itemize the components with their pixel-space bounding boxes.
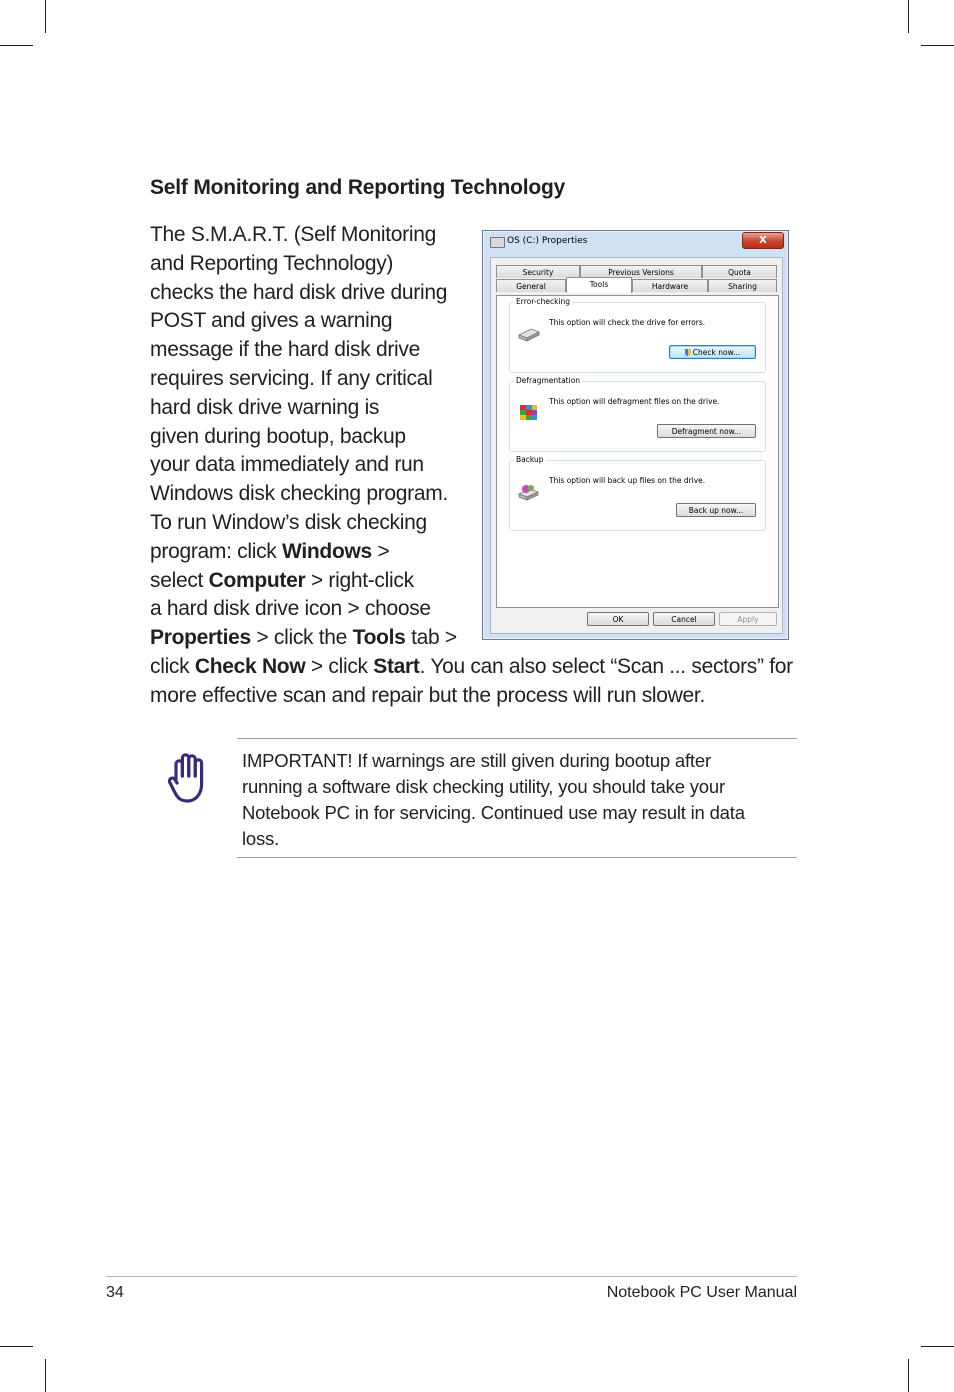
group-title: Backup [516,455,544,464]
body-line: and Reporting Technology) [150,251,394,275]
manual-title: Notebook PC User Manual [606,1284,797,1301]
body-text: tab > [405,626,457,650]
bold-term: Tools [352,626,406,650]
group-description: This option will check the drive for errors. [549,318,706,327]
back-up-now-button[interactable]: Back up now... [676,503,756,517]
body-line: message if the hard disk drive [150,338,420,362]
close-button[interactable]: X [742,232,784,249]
note-line: Notebook PC in for servicing. Continued use may result in data [242,802,745,823]
body-line: more effective scan and repair but the process will run slower. [150,683,705,707]
body-line [150,653,800,682]
group-title: Error-checking [516,297,571,306]
body-line: hard disk drive warning is [150,395,380,419]
note-top-rule [237,738,797,739]
body-line: given during bootup, backup [150,424,406,448]
body-text: > click the [250,626,353,650]
body-text: . You can also select “Scan ... sectors” for [419,654,793,678]
group-title: Defragmentation [516,376,581,385]
tab-tools[interactable]: Tools [566,277,632,293]
note-line: loss. [242,828,280,849]
bold-term: Start [373,654,420,678]
tab-previous-versions[interactable]: Previous Versions [580,265,702,278]
backup-icon [517,481,541,503]
important-note [242,748,797,852]
body-text: > click [305,654,374,678]
body-text: select [150,568,209,592]
ok-button[interactable]: OK [587,612,649,626]
body-line: To run Window’s disk checking [150,510,427,534]
crop-mark [0,45,33,46]
body-line: a hard disk drive icon > choose [150,597,431,621]
bold-term: Properties [150,626,251,650]
dialog-client [490,257,783,634]
body-text: click [150,654,195,678]
group-description: This option will defragment files on the drive. [549,397,720,406]
note-line: running a software disk checking utility, you should take your [242,776,725,797]
tab-hardware[interactable]: Hardware [632,279,708,292]
body-text: > [371,539,390,563]
crop-mark [908,1359,909,1392]
page-number: 34 [106,1284,124,1301]
drive-icon [490,237,505,248]
body-line: requires servicing. If any critical [150,366,433,390]
crop-mark [908,0,909,33]
apply-button[interactable]: Apply [719,612,777,626]
note-bottom-rule [237,857,797,858]
tab-security[interactable]: Security [496,265,580,278]
body-line: The S.M.A.R.T. (Self Monitoring [150,223,436,246]
footer-rule [106,1276,797,1277]
body-text: program: click [150,539,283,563]
body-text: > right-click [305,568,414,592]
dialog-title: OS (C:) Properties [507,236,588,246]
crop-mark [0,1346,33,1347]
crop-mark [921,1346,954,1347]
body-line: Windows disk checking program. [150,482,448,506]
defragment-now-button[interactable]: Defragment now... [657,424,756,438]
crop-mark [921,45,954,46]
error-checking-group [509,297,766,373]
crop-mark [45,0,46,33]
defragmentation-group [509,376,766,452]
hard-disk-icon [517,323,541,345]
body-line: checks the hard disk drive during [150,280,448,304]
button-label: Check now... [692,348,741,357]
body-line: your data immediately and run [150,453,424,477]
tools-panel [496,295,779,608]
hand-icon [165,750,211,804]
tab-quota[interactable]: Quota [702,265,777,278]
bold-term: Computer [208,568,306,592]
tab-sharing[interactable]: Sharing [708,279,777,292]
shield-icon [685,349,691,356]
group-description: This option will back up files on the drive. [549,476,706,485]
bold-term: Check Now [194,654,306,678]
dialog-titlebar [483,231,788,253]
crop-mark [45,1359,46,1392]
note-line: IMPORTANT! If warnings are still given during bootup after [242,750,711,771]
backup-group [509,455,766,531]
tab-general[interactable]: General [496,279,566,292]
properties-dialog [482,230,789,640]
check-now-button[interactable] [669,345,756,359]
section-heading: Self Monitoring and Reporting Technology [150,176,566,199]
cancel-button[interactable]: Cancel [653,612,715,626]
bold-term: Windows [282,539,372,563]
defragment-icon [517,402,541,424]
body-line: POST and gives a warning [150,309,393,333]
